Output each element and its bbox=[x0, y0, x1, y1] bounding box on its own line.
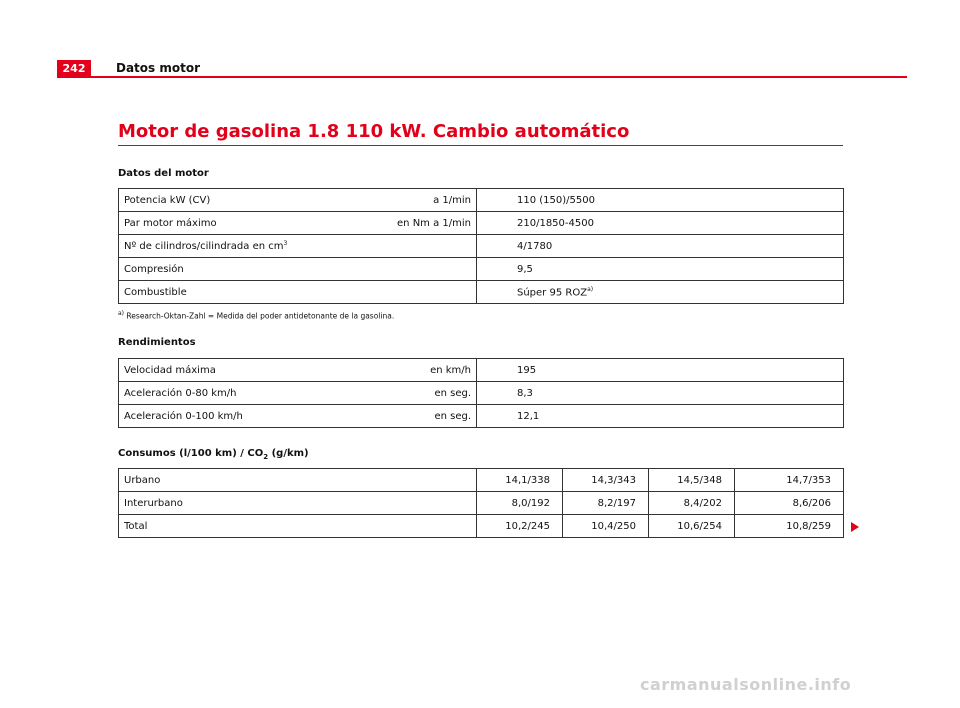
table-cell-label: Urbano bbox=[119, 469, 477, 492]
watermark: carmanualsonline.info bbox=[640, 675, 852, 694]
footnote-marker: a) bbox=[118, 310, 125, 317]
table-cell-value: 8,2/197 bbox=[563, 492, 649, 515]
table-cell-value: 4/1780 bbox=[477, 235, 844, 258]
engine-table bbox=[118, 188, 844, 304]
page-title: Motor de gasolina 1.8 110 kW. Cambio automático bbox=[118, 121, 630, 142]
table-row bbox=[119, 382, 844, 405]
header-title: Datos motor bbox=[116, 61, 201, 75]
table-cell-value: 10,4/250 bbox=[563, 515, 649, 538]
table-cell-value: 8,3 bbox=[477, 382, 844, 405]
table-cell-label: Velocidad máxima en km/h bbox=[119, 359, 477, 382]
table-cell-label: Par motor máximo en Nm a 1/min bbox=[119, 212, 477, 235]
engine-section-title: Datos del motor bbox=[118, 168, 209, 179]
consumption-table bbox=[118, 468, 844, 538]
table-cell-label: Total bbox=[119, 515, 477, 538]
table-row bbox=[119, 235, 844, 258]
table-cell-label: Aceleración 0-80 km/h en seg. bbox=[119, 382, 477, 405]
table-cell-value: 12,1 bbox=[477, 405, 844, 428]
table-cell-value: 14,7/353 bbox=[735, 469, 844, 492]
page-number: 242 bbox=[57, 60, 91, 77]
table-cell-value: 210/1850-4500 bbox=[477, 212, 844, 235]
table-row bbox=[119, 258, 844, 281]
table-cell-value: 10,8/259 bbox=[735, 515, 844, 538]
table-cell-label: Combustible bbox=[119, 281, 477, 304]
footnote bbox=[118, 310, 394, 321]
table-cell-value: 9,5 bbox=[477, 258, 844, 281]
footnote-text: Research-Oktan-Zahl = Medida del poder antidetonante de la gasolina. bbox=[126, 311, 395, 321]
table-row bbox=[119, 469, 844, 492]
table-cell-value: 8,0/192 bbox=[477, 492, 563, 515]
table-cell-value: 10,2/245 bbox=[477, 515, 563, 538]
table-cell-value: 8,6/206 bbox=[735, 492, 844, 515]
table-row bbox=[119, 492, 844, 515]
table-row bbox=[119, 212, 844, 235]
page-header bbox=[0, 0, 960, 80]
table-cell-value: 110 (150)/5500 bbox=[477, 189, 844, 212]
performance-section-title: Rendimientos bbox=[118, 337, 196, 348]
table-cell-value: 10,6/254 bbox=[649, 515, 735, 538]
table-row bbox=[119, 359, 844, 382]
header-rule bbox=[57, 76, 907, 78]
table-cell-value: Súper 95 ROZ$^{a)}$ bbox=[477, 281, 844, 304]
consumption-section-title: Consumos (l/100 $km) / CO_2$ (g/km) bbox=[118, 448, 309, 461]
table-row bbox=[119, 281, 844, 304]
performance-table bbox=[118, 358, 844, 428]
table-cell-value: 8,4/202 bbox=[649, 492, 735, 515]
table-row bbox=[119, 515, 844, 538]
table-cell-value: 14,1/338 bbox=[477, 469, 563, 492]
title-rule bbox=[118, 145, 843, 146]
table-cell-value: 14,3/343 bbox=[563, 469, 649, 492]
table-cell-label: Compresión bbox=[119, 258, 477, 281]
table-cell-value: 14,5/348 bbox=[649, 469, 735, 492]
continue-arrow-icon bbox=[851, 522, 859, 532]
table-row bbox=[119, 405, 844, 428]
table-row bbox=[119, 189, 844, 212]
table-cell-label: Interurbano bbox=[119, 492, 477, 515]
table-cell-label: Potencia kW (CV) a 1/min bbox=[119, 189, 477, 212]
table-cell-label: Aceleración 0-100 km/h en seg. bbox=[119, 405, 477, 428]
table-cell-label: Nº de cilindros/cilindrada en $cm^3$ bbox=[119, 235, 477, 258]
table-cell-value: 195 bbox=[477, 359, 844, 382]
